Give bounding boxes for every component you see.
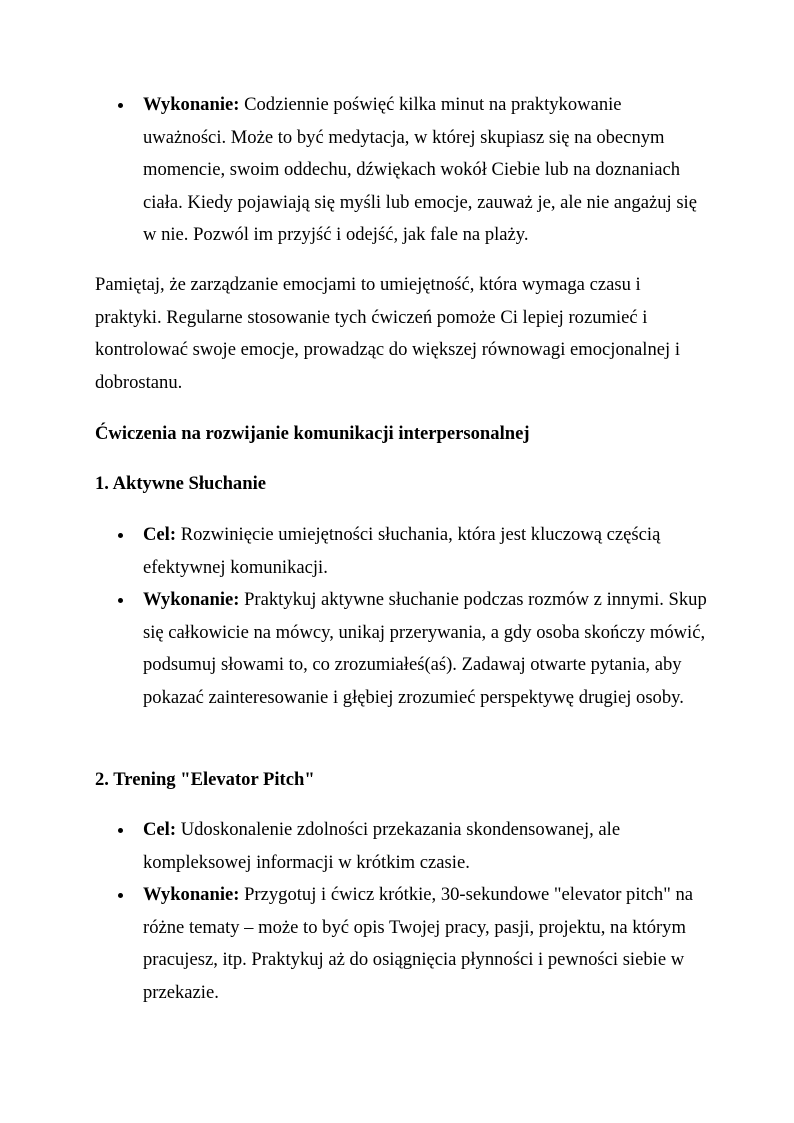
mindfulness-bullet-list [95,89,707,252]
bullet-text: Rozwinięcie umiejętności słuchania, która jest kluczową częścią efektywnej komunikacji. [143,524,661,578]
bullet-label: Cel: [143,819,177,840]
bullet-icon [118,893,123,898]
summary-paragraph: Pamiętaj, że zarządzanie emocjami to umiejętność, która wymaga czasu i praktyki. Regularne stosowanie tych ćwiczeń pomoże Ci lepiej rozumieć i kontrolować swoje emocje, prowadząc do większej równowagi emocjonalnej i dobrostanu. [95,274,680,393]
section-heading: Ćwiczenia na rozwijanie komunikacji interpersonalnej [95,423,530,444]
list-item [95,879,707,1009]
list-item [95,519,707,584]
exercise-1-bullet-list [95,519,707,714]
list-item [95,584,707,714]
bullet-label: Wykonanie: [143,884,240,905]
bullet-text: Przygotuj i ćwicz krótkie, 30-sekundowe "elevator pitch" na różne tematy – może to być opis Twojej pracy, pasji, projektu, na którym pracujesz, itp. Praktykuj aż do osiągnięcia płynności i pewności siebie w przekazie. [143,884,693,1003]
list-item [95,89,707,252]
bullet-text: Codziennie poświęć kilka minut na praktykowanie uważności. Może to być medytacja, w której skupiasz się na obecnym momencie, swoim oddechu, dźwiękach wokół Ciebie lub na doznaniach ciała. Kiedy pojawiają się myśli lub emocje, zauważ je, ale nie angażuj się w nie. Pozwól im przyjść i odejść, jak fale na plaży. [143,94,697,245]
bullet-icon [118,103,123,108]
exercise-2-heading: 2. Trening "Elevator Pitch" [95,769,315,790]
bullet-label: Wykonanie: [143,589,240,610]
list-item [95,814,707,879]
bullet-icon [118,533,123,538]
bullet-text: Udoskonalenie zdolności przekazania skondensowanej, ale kompleksowej informacji w krótkim czasie. [143,819,621,873]
bullet-text: Praktykuj aktywne słuchanie podczas rozmów z innymi. Skup się całkowicie na mówcy, unikaj przerywania, a gdy osoba skończy mówić, podsumuj słowami to, co zrozumiałeś(aś). Zadawaj otwarte pytania, aby pokazać zainteresowanie i głębiej zrozumieć perspektywę drugiej osoby. [143,589,707,708]
bullet-label: Cel: [143,524,177,545]
bullet-label: Wykonanie: [143,94,240,115]
bullet-icon [118,598,123,603]
exercise-1-heading: 1. Aktywne Słuchanie [95,473,266,494]
exercise-2-bullet-list [95,814,707,1009]
bullet-icon [118,828,123,833]
